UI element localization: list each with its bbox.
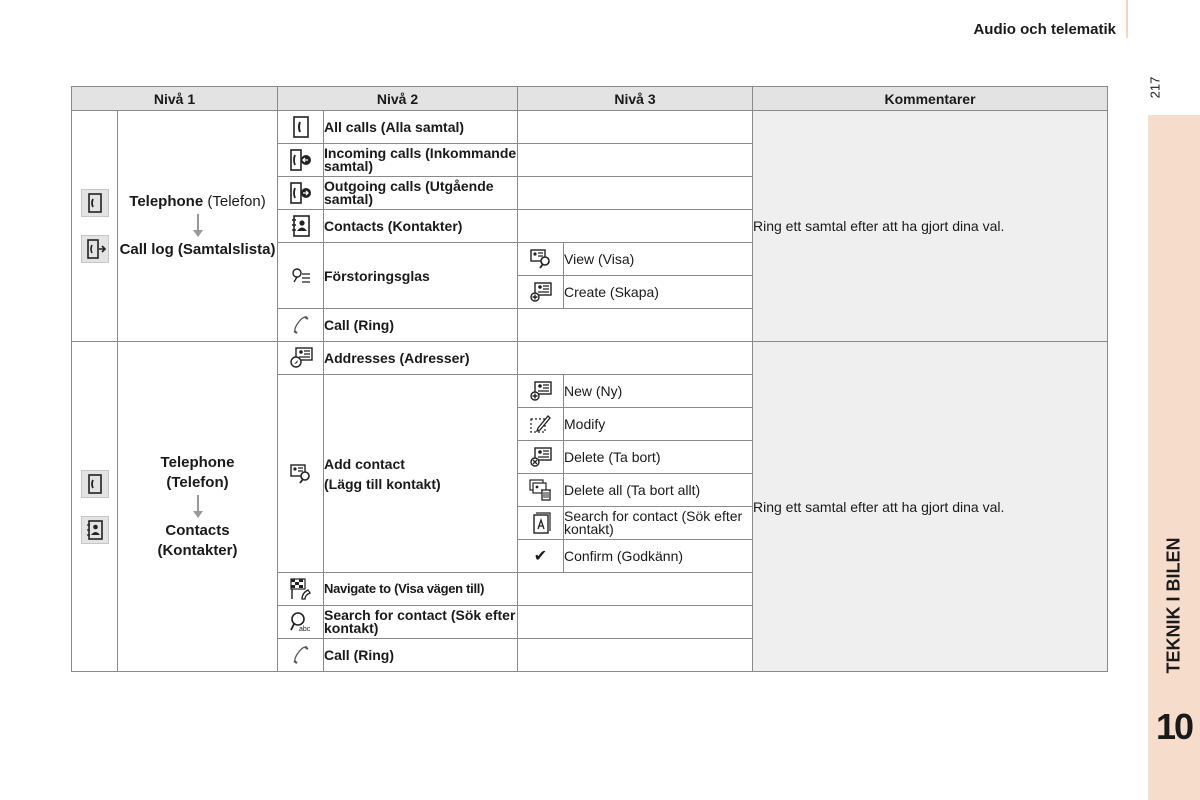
level1-telephone-contacts — [118, 342, 278, 672]
phone-icon — [81, 189, 109, 217]
level1-line3: Contacts — [165, 521, 230, 539]
add-contact-line1: Add contact — [324, 455, 405, 472]
new-contact-icon[interactable] — [518, 375, 564, 408]
menu-item-call[interactable]: Call (Ring) — [324, 309, 518, 342]
menu-item-add-contact[interactable] — [324, 375, 518, 573]
page-number-text: 217 — [1147, 76, 1163, 98]
chapter-side-tab — [1148, 115, 1200, 800]
menu-item-create[interactable]: Create (Skapa) — [564, 276, 753, 309]
header-title: Audio och telematik — [973, 21, 1116, 38]
header-level2: Nivå 2 — [278, 87, 518, 111]
menu-item-view[interactable]: View (Visa) — [564, 243, 753, 276]
menu-item-contacts[interactable]: Contacts (Kontakter) — [324, 210, 518, 243]
menu-item-modify[interactable]: Modify — [564, 408, 753, 441]
magnifier-icon[interactable] — [278, 243, 324, 309]
contacts-icon[interactable] — [278, 210, 324, 243]
menu-item-delete-all[interactable]: Delete all (Ta bort allt) — [564, 474, 753, 507]
comment-cell: Ring ett samtal efter att ha gjort dina val. — [753, 342, 1108, 672]
menu-item-incoming-calls[interactable]: Incoming calls (Inkommande samtal) — [324, 144, 518, 177]
arrow-down-icon — [191, 493, 205, 521]
search-abc-icon[interactable] — [278, 606, 324, 639]
menu-item-call[interactable]: Call (Ring) — [324, 639, 518, 672]
level1-telephone-calllog — [118, 111, 278, 342]
add-contact-line2: (Lägg till kontakt) — [324, 475, 441, 492]
empty-cell — [518, 210, 753, 243]
menu-item-new[interactable]: New (Ny) — [564, 375, 753, 408]
menu-item-navigate[interactable]: Navigate to (Visa vägen till) — [324, 573, 518, 606]
empty-cell — [518, 639, 753, 672]
outgoing-calls-icon[interactable] — [278, 177, 324, 210]
modify-icon[interactable] — [518, 408, 564, 441]
arrow-down-icon — [191, 212, 205, 240]
chapter-side-label-text: TEKNIK I BILEN — [1163, 536, 1184, 674]
table-header-row — [72, 87, 1108, 111]
table-row — [72, 342, 1108, 375]
level1-title-translation: (Telefon) — [203, 193, 266, 210]
empty-cell — [518, 144, 753, 177]
all-calls-icon[interactable] — [278, 111, 324, 144]
contacts-icon — [81, 516, 109, 544]
table-row — [72, 111, 1108, 144]
addresses-icon[interactable] — [278, 342, 324, 375]
navigate-flag-icon[interactable] — [278, 573, 324, 606]
header-comments: Kommentarer — [753, 87, 1108, 111]
empty-cell — [518, 606, 753, 639]
level1-title: Telephone — [129, 193, 204, 210]
empty-cell — [518, 342, 753, 375]
empty-cell — [518, 111, 753, 144]
empty-cell — [518, 177, 753, 210]
level1-icons-cell — [72, 111, 118, 342]
menu-item-all-calls[interactable]: All calls (Alla samtal) — [324, 111, 518, 144]
level1-line4: (Kontakter) — [157, 541, 238, 559]
delete-contact-icon[interactable] — [518, 441, 564, 474]
menu-item-search-contact[interactable]: Search for contact (Sök efter kontakt) — [564, 507, 753, 540]
phone-icon — [81, 470, 109, 498]
header-level3: Nivå 3 — [518, 87, 753, 111]
svg-text:abc: abc — [298, 626, 310, 633]
handset-icon[interactable] — [278, 309, 324, 342]
menu-table — [71, 86, 1108, 672]
empty-cell — [518, 309, 753, 342]
level1-subtitle: Call log (Samtalslista) — [119, 241, 276, 258]
incoming-calls-icon[interactable] — [278, 144, 324, 177]
call-log-icon — [81, 235, 109, 263]
menu-item-magnifier[interactable]: Förstoringsglas — [324, 243, 518, 309]
level1-icons-cell — [72, 342, 118, 672]
menu-item-addresses[interactable]: Addresses (Adresser) — [324, 342, 518, 375]
empty-cell — [518, 573, 753, 606]
chapter-number: 10 — [1155, 706, 1193, 747]
delete-all-icon[interactable] — [518, 474, 564, 507]
level1-line2: (Telefon) — [166, 473, 229, 491]
handset-icon[interactable] — [278, 639, 324, 672]
search-contact-icon[interactable] — [518, 507, 564, 540]
add-contact-icon[interactable] — [278, 375, 324, 573]
comment-cell: Ring ett samtal efter att ha gjort dina val. — [753, 111, 1108, 342]
page-number — [1146, 70, 1164, 104]
check-icon[interactable]: ✔ — [518, 540, 564, 573]
menu-item-confirm[interactable]: Confirm (Godkänn) — [564, 540, 753, 573]
menu-item-outgoing-calls[interactable]: Outgoing calls (Utgående samtal) — [324, 177, 518, 210]
menu-item-search-for-contact[interactable]: Search for contact (Sök efter kontakt) — [324, 606, 518, 639]
header-level1: Nivå 1 — [72, 87, 278, 111]
header-divider — [1126, 0, 1128, 38]
menu-item-delete[interactable]: Delete (Ta bort) — [564, 441, 753, 474]
chapter-side-label — [1148, 520, 1200, 690]
level1-line1: Telephone — [160, 453, 235, 471]
view-contact-icon[interactable] — [518, 243, 564, 276]
create-contact-icon[interactable] — [518, 276, 564, 309]
